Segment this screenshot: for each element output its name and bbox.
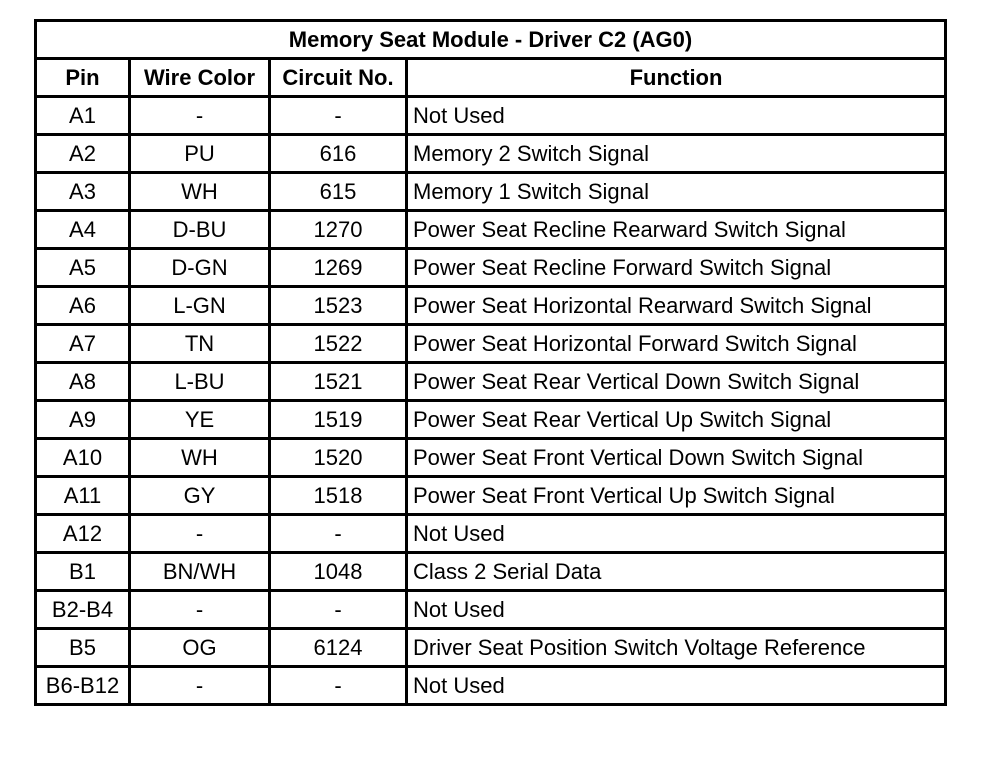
function-cell: Power Seat Recline Rearward Switch Signal [407,211,946,249]
function-cell: Not Used [407,515,946,553]
function-cell: Driver Seat Position Switch Voltage Reference [407,629,946,667]
wire-color-cell: PU [130,135,270,173]
circuit-no-cell: 615 [270,173,407,211]
wire-color-cell: L-BU [130,363,270,401]
wire-color-cell: TN [130,325,270,363]
wire-color-cell: - [130,591,270,629]
table-row [36,325,946,363]
table-row [36,477,946,515]
table-row [36,173,946,211]
wire-color-cell: BN/WH [130,553,270,591]
pin-cell: B6-B12 [36,667,130,705]
function-cell: Power Seat Recline Forward Switch Signal [407,249,946,287]
function-cell: Memory 1 Switch Signal [407,173,946,211]
table-row [36,249,946,287]
function-cell: Power Seat Horizontal Forward Switch Signal [407,325,946,363]
table-title: Memory Seat Module - Driver C2 (AG0) [36,21,946,59]
pin-cell: B1 [36,553,130,591]
wire-color-cell: D-GN [130,249,270,287]
wire-color-cell: GY [130,477,270,515]
wire-color-cell: - [130,97,270,135]
wire-color-cell: OG [130,629,270,667]
table-row [36,629,946,667]
table-row [36,439,946,477]
table-row [36,287,946,325]
pin-cell: A5 [36,249,130,287]
table-row [36,667,946,705]
wire-color-cell: D-BU [130,211,270,249]
table-row [36,211,946,249]
pin-cell: A10 [36,439,130,477]
circuit-no-cell: 1521 [270,363,407,401]
table-row [36,591,946,629]
pin-cell: A6 [36,287,130,325]
circuit-no-cell: - [270,515,407,553]
wire-color-cell: L-GN [130,287,270,325]
function-cell: Memory 2 Switch Signal [407,135,946,173]
connector-table-container [34,19,947,706]
function-cell: Power Seat Rear Vertical Up Switch Signal [407,401,946,439]
pin-cell: B5 [36,629,130,667]
pinout-table [34,19,947,706]
table-title-row [36,21,946,59]
table-header-row [36,59,946,97]
circuit-no-cell: 1520 [270,439,407,477]
circuit-no-cell: 616 [270,135,407,173]
pin-cell: A8 [36,363,130,401]
function-cell: Not Used [407,667,946,705]
wire-color-cell: YE [130,401,270,439]
pin-cell: B2-B4 [36,591,130,629]
circuit-no-cell: 6124 [270,629,407,667]
circuit-no-cell: 1519 [270,401,407,439]
pin-cell: A12 [36,515,130,553]
pin-cell: A7 [36,325,130,363]
circuit-no-cell: - [270,667,407,705]
function-cell: Not Used [407,591,946,629]
circuit-no-cell: 1269 [270,249,407,287]
header-function: Function [407,59,946,97]
circuit-no-cell: - [270,591,407,629]
header-pin: Pin [36,59,130,97]
function-cell: Not Used [407,97,946,135]
pin-cell: A1 [36,97,130,135]
table-row [36,515,946,553]
circuit-no-cell: 1523 [270,287,407,325]
wire-color-cell: WH [130,173,270,211]
function-cell: Power Seat Front Vertical Down Switch Signal [407,439,946,477]
table-row [36,553,946,591]
pin-cell: A11 [36,477,130,515]
pin-cell: A2 [36,135,130,173]
function-cell: Power Seat Front Vertical Up Switch Signal [407,477,946,515]
table-row [36,97,946,135]
function-cell: Class 2 Serial Data [407,553,946,591]
table-body [36,97,946,705]
circuit-no-cell: 1518 [270,477,407,515]
circuit-no-cell: 1048 [270,553,407,591]
table-row [36,363,946,401]
header-wire-color: Wire Color [130,59,270,97]
circuit-no-cell: - [270,97,407,135]
wire-color-cell: - [130,667,270,705]
wire-color-cell: - [130,515,270,553]
table-row [36,135,946,173]
wire-color-cell: WH [130,439,270,477]
header-circuit-no: Circuit No. [270,59,407,97]
pin-cell: A3 [36,173,130,211]
circuit-no-cell: 1522 [270,325,407,363]
function-cell: Power Seat Rear Vertical Down Switch Signal [407,363,946,401]
pin-cell: A4 [36,211,130,249]
circuit-no-cell: 1270 [270,211,407,249]
table-row [36,401,946,439]
pin-cell: A9 [36,401,130,439]
function-cell: Power Seat Horizontal Rearward Switch Signal [407,287,946,325]
